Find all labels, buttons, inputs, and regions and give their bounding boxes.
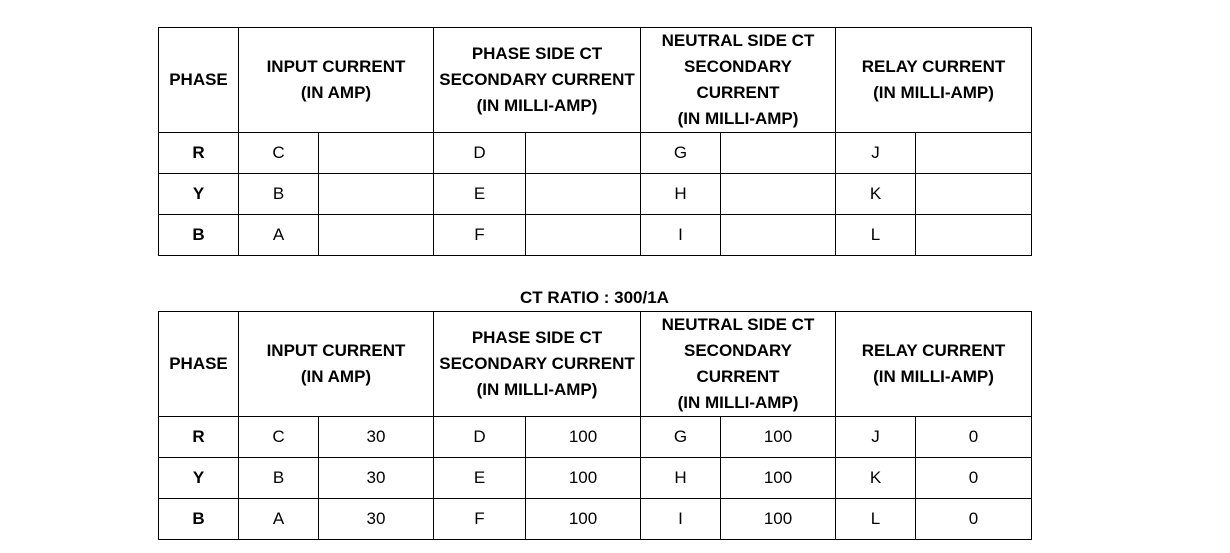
relay-label-cell: J	[836, 417, 916, 458]
header-neutral-side-ct: NEUTRAL SIDE CT SECONDARY CURRENT (IN MILLI-AMP)	[641, 28, 836, 133]
table-header-row	[159, 312, 1032, 417]
input-label-cell: B	[239, 458, 319, 499]
phase-ct-label-cell: D	[434, 133, 526, 174]
relay-label-cell: L	[836, 215, 916, 256]
neutral-ct-label-cell: I	[641, 215, 721, 256]
input-label-cell: C	[239, 133, 319, 174]
input-value-cell	[319, 133, 434, 174]
neutral-ct-value-cell	[721, 133, 836, 174]
relay-label-cell: K	[836, 458, 916, 499]
neutral-ct-value-cell	[721, 215, 836, 256]
header-phase: PHASE	[159, 312, 239, 417]
header-phase-side-ct: PHASE SIDE CT SECONDARY CURRENT (IN MILLI-AMP)	[434, 28, 641, 133]
phase-ct-value-cell	[526, 174, 641, 215]
phase-ct-label-cell: F	[434, 499, 526, 540]
table-row	[159, 133, 1032, 174]
phase-ct-value-cell: 100	[526, 458, 641, 499]
phase-ct-value-cell: 100	[526, 499, 641, 540]
neutral-ct-value-cell: 100	[721, 458, 836, 499]
header-neutral-side-ct: NEUTRAL SIDE CT SECONDARY CURRENT (IN MILLI-AMP)	[641, 312, 836, 417]
header-input-current: INPUT CURRENT (IN AMP)	[239, 28, 434, 133]
table-row	[159, 215, 1032, 256]
phase-cell: R	[159, 133, 239, 174]
phase-ct-value-cell	[526, 133, 641, 174]
input-label-cell: C	[239, 417, 319, 458]
header-phase: PHASE	[159, 28, 239, 133]
phase-cell: B	[159, 499, 239, 540]
phase-ct-value-cell	[526, 215, 641, 256]
input-value-cell: 30	[319, 417, 434, 458]
ct-ratio-caption: CT RATIO : 300/1A	[520, 288, 669, 307]
neutral-ct-label-cell: H	[641, 174, 721, 215]
header-phase-side-ct: PHASE SIDE CT SECONDARY CURRENT (IN MILLI-AMP)	[434, 312, 641, 417]
phase-cell: R	[159, 417, 239, 458]
neutral-ct-value-cell: 100	[721, 417, 836, 458]
input-label-cell: A	[239, 215, 319, 256]
phase-cell: B	[159, 215, 239, 256]
relay-value-cell	[916, 133, 1032, 174]
header-relay-current: RELAY CURRENT (IN MILLI-AMP)	[836, 28, 1032, 133]
neutral-ct-value-cell	[721, 174, 836, 215]
table-row	[159, 174, 1032, 215]
phase-ct-label-cell: E	[434, 174, 526, 215]
table-row	[159, 417, 1032, 458]
relay-label-cell: J	[836, 133, 916, 174]
relay-label-cell: K	[836, 174, 916, 215]
relay-value-cell: 0	[916, 417, 1032, 458]
phase-ct-label-cell: E	[434, 458, 526, 499]
table-row	[159, 499, 1032, 540]
phase-cell: Y	[159, 458, 239, 499]
input-value-cell	[319, 174, 434, 215]
table-header-row	[159, 28, 1032, 133]
input-value-cell: 30	[319, 458, 434, 499]
neutral-ct-label-cell: G	[641, 133, 721, 174]
input-label-cell: A	[239, 499, 319, 540]
neutral-ct-label-cell: G	[641, 417, 721, 458]
neutral-ct-label-cell: H	[641, 458, 721, 499]
ct-table-blank	[158, 27, 1032, 256]
relay-label-cell: L	[836, 499, 916, 540]
relay-value-cell	[916, 174, 1032, 215]
phase-cell: Y	[159, 174, 239, 215]
relay-value-cell: 0	[916, 458, 1032, 499]
input-label-cell: B	[239, 174, 319, 215]
phase-ct-value-cell: 100	[526, 417, 641, 458]
header-input-current: INPUT CURRENT (IN AMP)	[239, 312, 434, 417]
neutral-ct-value-cell: 100	[721, 499, 836, 540]
phase-ct-label-cell: D	[434, 417, 526, 458]
neutral-ct-label-cell: I	[641, 499, 721, 540]
phase-ct-label-cell: F	[434, 215, 526, 256]
header-relay-current: RELAY CURRENT (IN MILLI-AMP)	[836, 312, 1032, 417]
ct-table-filled	[158, 311, 1032, 540]
table-row	[159, 458, 1032, 499]
relay-value-cell	[916, 215, 1032, 256]
relay-value-cell: 0	[916, 499, 1032, 540]
input-value-cell	[319, 215, 434, 256]
input-value-cell: 30	[319, 499, 434, 540]
